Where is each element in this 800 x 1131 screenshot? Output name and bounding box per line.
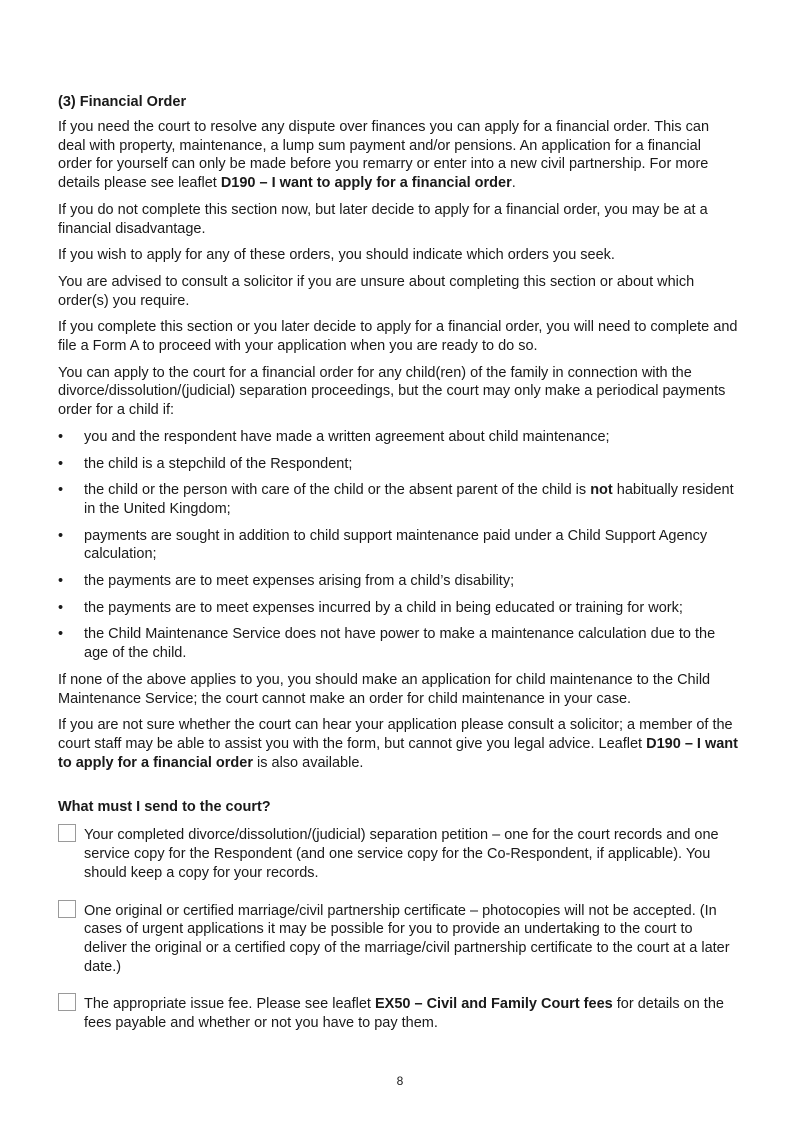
list-item: • the Child Maintenance Service does not have power to make a maintenance calculation due to the age of the child. [58, 626, 716, 662]
list-item: • payments are sought in addition to child support maintenance paid under a Child Support Agency calculation; [58, 527, 708, 563]
leaflet-reference: D190 – I want to apply for a financial order [220, 175, 512, 192]
checklist-item-certificate: One original or certified marriage/civil partnership certificate – photocopies will not be accepted. (In cases of urgent applications it may be possible for you to provide an undertaking to the court to deliver the original or a certified copy of the marriage/civil partnership certificate to the court at a later date.) [58, 902, 738, 977]
bullet-icon: • [58, 626, 64, 643]
list-item: • you and the respondent have made a written agreement about child maintenance; [58, 428, 610, 445]
conditions-list [58, 428, 738, 663]
bullet-icon: • [58, 599, 64, 616]
checkbox[interactable] [58, 824, 76, 842]
document-page [58, 93, 738, 1052]
paragraph-intro: If you need the court to resolve any dispute over finances you can apply for a financial order. This can deal with property, maintenance, a lump sum payment and/or pensions. An application for a financial order for yourself can only be made before you remarry or enter into a new civil partnership. For more details please see leaflet D190 – I want to apply for a financial order. [58, 119, 710, 192]
list-item: • the child or the person with care of the child or the absent parent of the child is not habitually resident in the United Kingdom; [58, 482, 734, 517]
paragraph-disadvantage: If you do not complete this section now, but later decide to apply for a financial order, you may be at a financial disadvantage. [58, 201, 708, 237]
list-item: • the payments are to meet expenses incurred by a child in being educated or training for work; [58, 599, 683, 616]
bullet-icon: • [58, 527, 64, 544]
paragraph-child-maintenance-service: If none of the above applies to you, you should make an application for child maintenance to the Child Maintenance Service; the court cannot make an order for child maintenance in your case. [58, 671, 711, 707]
section-heading-financial-order: (3) Financial Order [58, 94, 187, 110]
paragraph-not-sure: If you are not sure whether the court can hear your application please consult a solicitor; a member of the court staff may be able to assist you with the form, but cannot give you legal advice. Leaflet D190 – I want to apply for a financial order is also available. [58, 717, 738, 771]
leaflet-reference: D190 – I want to apply for a financial order [58, 735, 738, 771]
checklist [58, 826, 738, 1032]
bullet-icon: • [58, 428, 64, 445]
leaflet-reference: EX50 – Civil and Family Court fees [374, 996, 613, 1013]
paragraph-form-a: If you complete this section or you later decide to apply for a financial order, you will need to complete and file a Form A to proceed with your application when you are ready to do so. [58, 319, 738, 355]
send-section [58, 798, 738, 1032]
checkbox[interactable] [58, 993, 76, 1011]
list-item: • the child is a stepchild of the Respondent; [58, 455, 353, 472]
list-item: • the payments are to meet expenses arising from a child’s disability; [58, 573, 515, 590]
page-number: 8 [396, 1074, 404, 1088]
paragraph-indicate-orders: If you wish to apply for any of these orders, you should indicate which orders you seek. [58, 247, 615, 264]
bullet-icon: • [58, 455, 64, 472]
section-heading-send: What must I send to the court? [58, 799, 271, 816]
paragraph-consult-solicitor: You are advised to consult a solicitor if you are unsure about completing this section or about which order(s) you require. [58, 273, 695, 309]
checklist-item-fee: The appropriate issue fee. Please see leaflet EX50 – Civil and Family Court fees for details on the fees payable and whether or not you have to pay them. [58, 995, 738, 1032]
checklist-item-petition: Your completed divorce/dissolution/(judicial) separation petition – one for the court records and one service copy for the Respondent (and one service copy for the Co-Respondent, if applicable). You should keep a copy for your records. [58, 826, 738, 882]
checkbox[interactable] [58, 900, 76, 918]
bullet-icon: • [58, 573, 64, 590]
paragraph-child-order: You can apply to the court for a financial order for any child(ren) of the family in connection with the divorce/dissolution/(judicial) separation proceedings, but the court may only make a periodical payments order for a child if: [58, 364, 726, 419]
bullet-icon: • [58, 482, 64, 499]
